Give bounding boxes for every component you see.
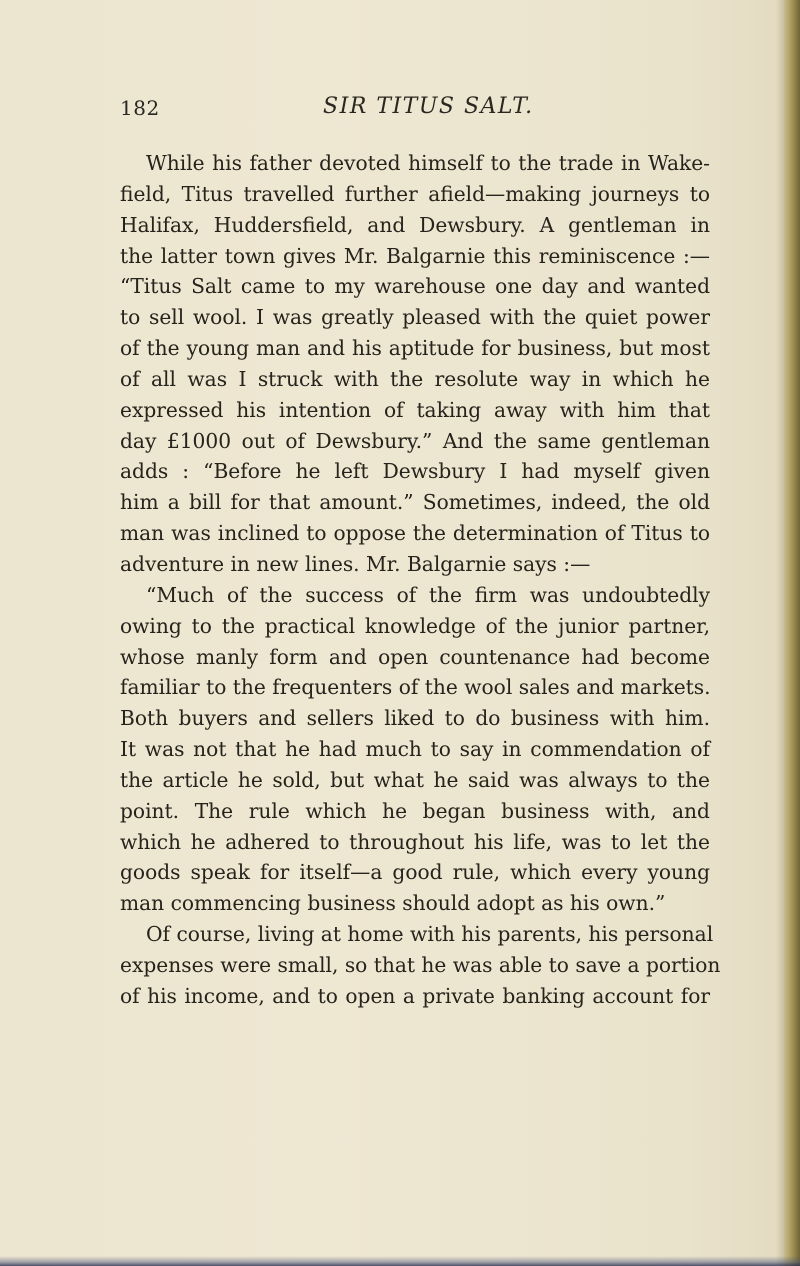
text-line: It was not that he had much to say in commendation of: [120, 737, 710, 762]
text-line: expenses were small, so that he was able to save a portion: [120, 952, 721, 977]
text-line: of the young man and his aptitude for business, but most: [120, 336, 710, 361]
text-line: whose manly form and open countenance had become: [120, 644, 710, 669]
text-line: man commencing business should adopt as his own.”: [120, 891, 666, 916]
page-number: 182: [120, 96, 160, 120]
text-line: to sell wool. I was greatly pleased with the quiet power: [120, 305, 710, 330]
text-line: adventure in new lines. Mr. Balgarnie says :—: [120, 551, 591, 576]
text-line: of his income, and to open a private banking account for: [120, 983, 710, 1008]
text-line: familiar to the frequenters of the wool sales and markets.: [120, 675, 711, 700]
running-header: [120, 96, 720, 132]
text-line: the article he sold, but what he said was always to the: [120, 767, 710, 792]
text-line: “Titus Salt came to my warehouse one day and wanted: [120, 274, 710, 299]
text-line: which he adhered to throughout his life, was to let the: [120, 829, 710, 854]
page-bottom-edge: [0, 1256, 800, 1266]
text-line: Halifax, Huddersfield, and Dewsbury. A gentleman in: [120, 212, 710, 237]
text-line: “Much of the success of the firm was undoubtedly: [146, 582, 710, 607]
text-line: man was inclined to oppose the determination of Titus to: [120, 521, 710, 546]
text-line: adds : “Before he left Dewsbury I had myself given: [120, 459, 710, 484]
text-line: expressed his intention of taking away with him that: [120, 397, 710, 422]
body-text: [120, 148, 721, 1012]
running-title: SIR TITUS SALT.: [323, 94, 534, 119]
text-line: Both buyers and sellers liked to do business with him.: [120, 706, 710, 731]
text-line: point. The rule which he began business with, and: [120, 798, 710, 823]
text-line: goods speak for itself—a good rule, which every young: [120, 860, 710, 885]
text-line: field, Titus travelled further afield—making journeys to: [120, 181, 710, 206]
page-edge-shadow: [776, 0, 784, 1266]
text-line: While his father devoted himself to the trade in Wake-: [146, 151, 710, 175]
text-line: the latter town gives Mr. Balgarnie this reminiscence :—: [120, 243, 710, 268]
text-line: him a bill for that amount.” Sometimes, indeed, the old: [120, 490, 710, 515]
text-line: day £1000 out of Dewsbury.” And the same gentleman: [120, 428, 710, 453]
text-line: owing to the practical knowledge of the junior partner,: [120, 613, 710, 638]
text-line: of all was I struck with the resolute way in which he: [120, 366, 710, 391]
page-right-edge: [784, 0, 800, 1266]
text-line: Of course, living at home with his parents, his personal: [146, 922, 714, 947]
